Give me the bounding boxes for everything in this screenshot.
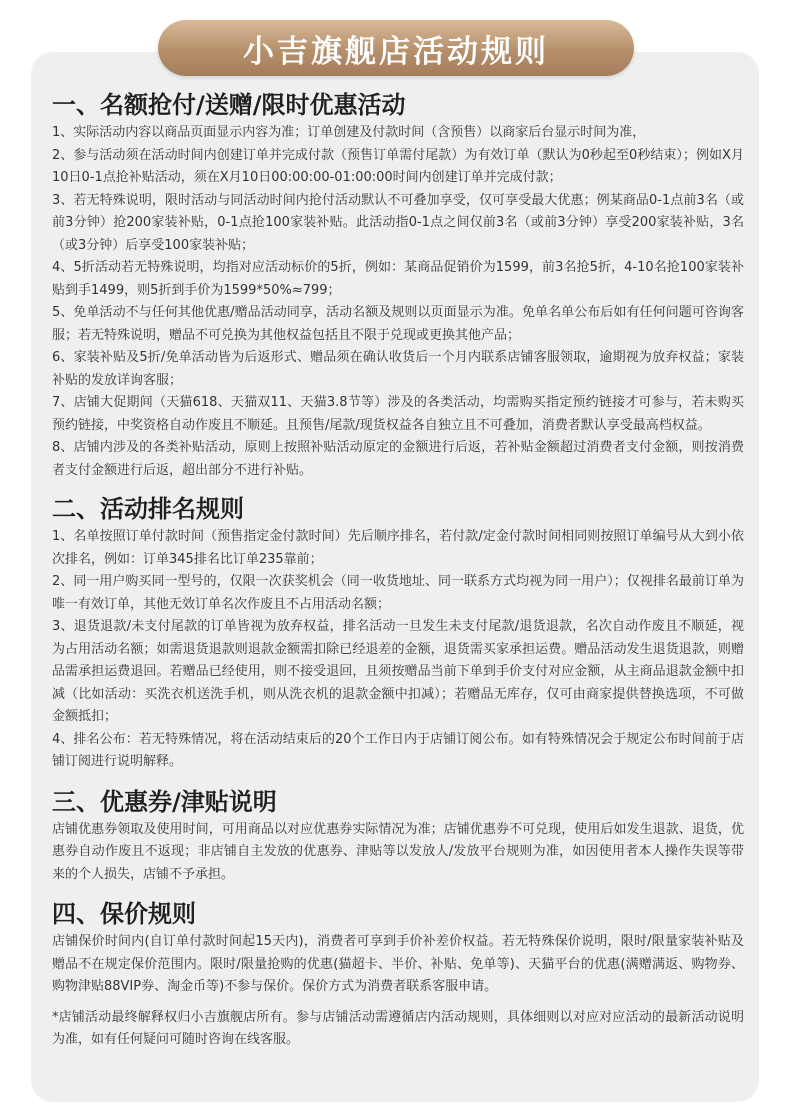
section-title-promotion: 一、名额抢付/送赠/限时优惠活动 [52,91,406,119]
rules-content [52,88,744,1052]
price-protection-rule: 店铺保价时间内(自订单付款时间起15天内)，消费者可享到手价补差价权益。若无特殊保价说明，限时/限量家装补贴及赠品不在规定保价范围内。限时/限量抢购的优惠(猫超卡、半价、补贴、免单等)、天猫平台的优惠(满赠满返、购物券、购物津贴88VIP券、淘金币等)不参与保价。保价方式为消费者联系客服申请。 [52,934,744,994]
promotion-rule-2: 2、参与活动须在活动时间内创建订单并完成付款（预售订单需付尾款）为有效订单（默认为0秒起至0秒结束）；例如X月10日0-1点抢补贴活动，须在X月10日00:00:00-01:00:00时间内创建订单并完成付款； [52,147,744,185]
section-title-coupon: 三、优惠券/津贴说明 [52,787,277,816]
promotion-rule-7: 7、店铺大促期间（天猫618、天猫双11、天猫3.8节等）涉及的各类活动，均需购买指定预约链接才可参与，若未购买预约链接，中奖资格自动作废且不顺延。且预售/尾款/现货权益各自独立且不可叠加，消费者默认享受最高档权益。 [52,395,744,433]
promotion-rule-5: 5、免单活动不与任何其他优惠/赠品活动同享，活动名额及规则以页面显示为准。免单名单公布后如有任何问题可咨询客服；若无特殊说明，赠品不可兑换为其他权益包括且不限于兑现或更换其他产品； [52,305,744,343]
promotion-rule-1: 1、实际活动内容以商品页面显示内容为准；订单创建及付款时间（含预售）以商家后台显示时间为准， [52,125,646,140]
ranking-rule-1: 1、名单按照订单付款时间（预售指定金付款时间）先后顺序排名，若付款/定金付款时间相同则按照订单编号从大到小依次排名，例如：订单345排名比订单235靠前； [52,529,744,567]
section-title-ranking: 二、活动排名规则 [52,495,244,523]
ranking-rule-4: 4、排名公布：若无特殊情况，将在活动结束后的20个工作日内于店铺订阅公布。如有特殊情况会于规定公布时间前于店铺订阅进行说明解释。 [52,731,744,769]
footer-note: *店铺活动最终解释权归小吉旗舰店所有。参与店铺活动需遵循店内活动规则，具体细则以对应对应活动的最新活动说明为准，如有任何疑问可随时咨询在线客服。 [52,1009,744,1047]
promotion-rule-8: 8、店铺内涉及的各类补贴活动，原则上按照补贴活动原定的金额进行后返，若补贴金额超过消费者支付金额，则按消费者支付金额进行后返，超出部分不进行补贴。 [52,440,744,478]
ranking-rule-2: 2、同一用户购买同一型号的，仅限一次获奖机会（同一收货地址、同一联系方式均视为同一用户）；仅视排名最前订单为唯一有效订单，其他无效订单名次作废且不占用活动名额； [52,574,744,612]
section-title-price-protection: 四、保价规则 [52,900,196,928]
page-title: 小吉旗舰店活动规则 [243,33,549,70]
coupon-rule: 店铺优惠券领取及使用时间，可用商品以对应优惠券实际情况为准；店铺优惠券不可兑现，使用后如发生退款、退货，优惠券自动作废且不返现；非店铺自主发放的优惠券、津贴等以发放人/发放平台规则为准，如因使用者本人操作失误等带来的个人损失，店铺不予承担。 [52,821,744,882]
promotion-rule-6: 6、家装补贴及5折/免单活动皆为后返形式、赠品须在确认收货后一个月内联系店铺客服领取，逾期视为放弃权益；家装补贴的发放详询客服； [52,350,744,388]
promotion-rule-3: 3、若无特殊说明，限时活动与同活动时间内抢付活动默认不可叠加享受，仅可享受最大优惠；例某商品0-1点前3名（或前3分钟）抢200家装补贴，0-1点抢100家装补贴。此活动指0-1点之间仅前3名（或前3分钟）享受200家装补贴，3名（或3分钟）后享受100家装补贴； [52,192,744,253]
promotion-rule-4: 4、5折活动若无特殊说明，均指对应活动标价的5折，例如：某商品促销价为1599，前3名抢5折，4-10名抢100家装补贴到手1499，则5折到手价为1599*50%≈799； [52,260,744,298]
ranking-rule-3: 3、退货退款/未支付尾款的订单皆视为放弃权益，排名活动一旦发生未支付尾款/退货退款，名次自动作废且不顺延，视为占用活动名额；如需退货退款则退款金额需扣除已经退差的金额，退货需买家承担运费。赠品活动发生退货退款，则赠品需承担运费退回。若赠品已经使用，则不接受退回，且须按赠品当前下单到手价支付对应金额，从主商品退款金额中扣减（比如活动：买洗衣机送洗手机，则从洗衣机的退款金额中扣减）；若赠品无库存，仅可由商家提供替换选项，不可做金额抵扣； [52,619,744,724]
page-title-banner [158,20,634,76]
